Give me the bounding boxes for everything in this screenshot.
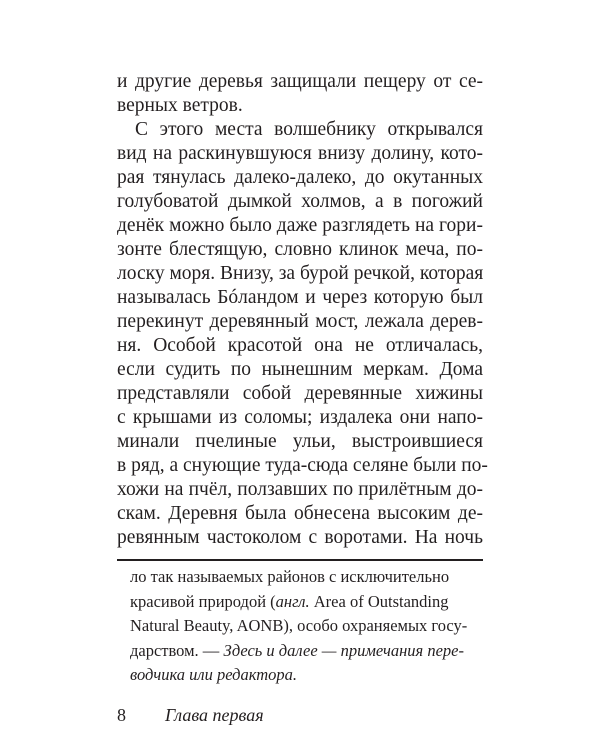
text-line: С этого места волшебнику открывался [135, 119, 483, 140]
footnote-text: дарством. — [130, 640, 224, 660]
text-line: перекинут деревянный мост, лежала дерев- [117, 311, 483, 332]
text-line: в ряд, а снующие туда-сюда селяне были по- [117, 455, 488, 476]
footnote-text: Area of Outstanding [309, 591, 449, 611]
text-line: ревянным частоколом с воротами. На ночь [117, 527, 483, 548]
footnote [130, 565, 483, 688]
text-line: денёк можно было даже разглядеть на гори- [117, 215, 483, 236]
footnote-line [130, 663, 483, 688]
footnote-text: красивой природой ( [130, 591, 276, 611]
text-line: минали пчелиные ульи, выстроившиеся [117, 431, 483, 452]
footnote-line: ло так называемых районов с исключительно [130, 567, 450, 586]
text-line: лоску моря. Внизу, за бурой речкой, которая [117, 263, 484, 284]
footnote-italic: водчика или редактора. [130, 665, 297, 684]
main-text [117, 70, 488, 550]
footnote-line: Natural Beauty, AONB), особо охраняемых госу- [130, 616, 468, 635]
text-line: представляли собой деревянные хижины [117, 383, 483, 404]
text-line: скам. Деревня была обнесена высоким де- [117, 503, 483, 524]
text-line: называлась Бóландом и через которую был [117, 287, 483, 308]
running-chapter-title: Глава первая [165, 705, 264, 725]
text-line: рая тянулась далеко-далеко, до окутанных [117, 167, 483, 188]
text-line: хожи на пчёл, ползавших по прилётным до- [117, 479, 483, 500]
footnote-line [130, 639, 483, 664]
text-line: вид на раскинувшуюся внизу долину, кото- [117, 143, 483, 164]
text-line: и другие деревья защищали пещеру от се- [117, 71, 483, 92]
text-line: с крышами из соломы; издалека они напо- [117, 407, 483, 428]
footnote-italic: англ. [275, 591, 310, 611]
footnote-line [130, 590, 483, 615]
text-line: зонте блестящую, словно клинок меча, по- [117, 239, 483, 260]
text-line: голубоватой дымкой холмов, а в погожий [117, 191, 483, 212]
page-number: 8 [117, 705, 126, 725]
text-line: верных ветров. [117, 95, 243, 116]
footnote-italic: Здесь и далее — примечания пере- [223, 640, 464, 660]
text-line: если судить по нынешним меркам. Дома [117, 359, 483, 380]
text-line: ня. Особой красотой она не отличалась, [117, 335, 483, 356]
footnote-divider [117, 559, 483, 561]
